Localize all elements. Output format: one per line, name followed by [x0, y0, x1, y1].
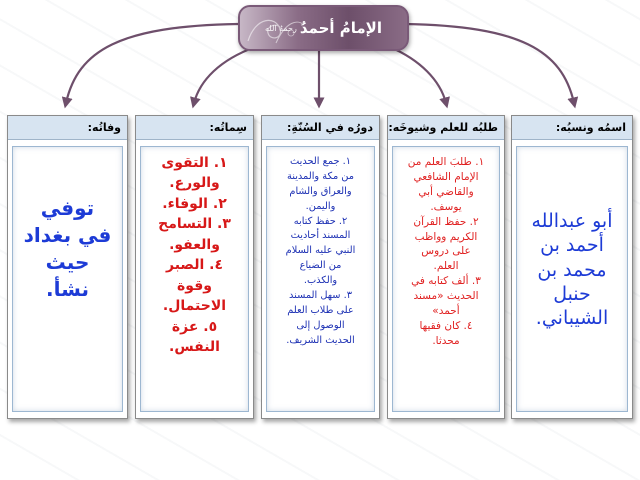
card-lineage	[511, 115, 633, 419]
title-suffix: رحمهُ الله	[265, 23, 297, 33]
card-line: ٣. سهل المسند	[289, 290, 352, 302]
card-line: أحمد بن	[540, 234, 604, 257]
card-header: سِماتُه:	[136, 116, 253, 140]
card-line: على طلاب العلم	[287, 304, 354, 316]
card-line: الشيباني.	[535, 307, 609, 330]
card-line: ٣. ألف كتابه في	[411, 275, 481, 288]
card-line: يوسف.	[430, 200, 462, 213]
card-body	[516, 146, 628, 412]
card-line: محمد بن	[537, 258, 607, 281]
card-body	[140, 146, 249, 412]
card-header: طلبُه للعلم وشيوخَه:	[388, 116, 504, 140]
card-line: نشأ.	[46, 277, 89, 301]
card-line: والعراق والشام	[289, 185, 352, 197]
card-line: ١. طلبَ العلم من	[407, 156, 485, 168]
card-death	[7, 115, 128, 419]
card-line: النبي عليه السلام	[285, 245, 356, 257]
card-header: اسمُه ونسبُه:	[512, 116, 632, 140]
card-role	[261, 115, 380, 419]
card-line: النفس.	[169, 338, 220, 355]
card-header: وفاتُه:	[8, 116, 127, 140]
card-line: الوصول إلى	[296, 319, 345, 331]
card-body	[12, 146, 123, 412]
card-line: في بغداد	[23, 223, 112, 247]
card-line: وقوة	[177, 277, 212, 294]
card-line: والورع.	[169, 175, 220, 192]
card-line: العلم.	[433, 260, 459, 273]
card-line: ٣. التسامح	[158, 216, 231, 233]
card-line: أحمد»	[432, 305, 460, 318]
card-traits	[135, 115, 254, 419]
card-line: والعفو.	[169, 236, 220, 253]
card-line: الحديث «مسند	[413, 290, 479, 303]
card-study	[387, 115, 505, 419]
card-line: الاحتمال.	[162, 298, 227, 315]
card-line: ٢. حفظ القرآن	[413, 215, 479, 228]
card-line: المسند أحاديث	[290, 230, 351, 242]
card-line: من مكة والمدينة	[286, 170, 355, 182]
card-line: الإمام الشافعي	[413, 170, 479, 183]
arrow-to-study	[390, 47, 446, 103]
card-line: ٥. عزة	[171, 318, 218, 335]
card-line: ١. جمع الحديث	[289, 156, 352, 167]
card-body	[392, 146, 500, 412]
card-line: والقاضي أبي	[418, 185, 474, 198]
card-line: واليمن.	[305, 200, 336, 212]
card-line: حنبل	[553, 282, 591, 305]
card-line: ٢. الوفاء.	[162, 195, 227, 212]
card-line: أبو عبدالله	[531, 210, 613, 232]
arrow-to-traits	[194, 47, 255, 103]
card-line: ٤. الصبر	[165, 257, 223, 274]
arrow-to-death	[66, 24, 238, 103]
card-line: من الضياع	[299, 260, 342, 272]
card-line: توفي	[40, 196, 95, 220]
card-header: دورُه في السُنّةِ:	[262, 116, 379, 140]
card-line: ٢. حفظ كتابه	[293, 215, 348, 227]
card-line: ١. التقوى	[161, 155, 228, 171]
card-body	[266, 146, 375, 412]
card-line: الحديث الشريف.	[286, 334, 355, 346]
page-title: الإمامُ أحمدُ	[299, 19, 382, 37]
card-line: ٤. كان فقيها	[419, 319, 473, 332]
card-line: على دروس	[421, 245, 471, 258]
card-line: محدثا.	[432, 334, 460, 347]
card-line: الكريم وواظب	[414, 230, 478, 243]
card-line: حيث	[45, 250, 90, 274]
card-line: والكذب.	[303, 275, 338, 287]
title-box	[238, 5, 409, 51]
arrow-to-lineage	[405, 24, 574, 103]
